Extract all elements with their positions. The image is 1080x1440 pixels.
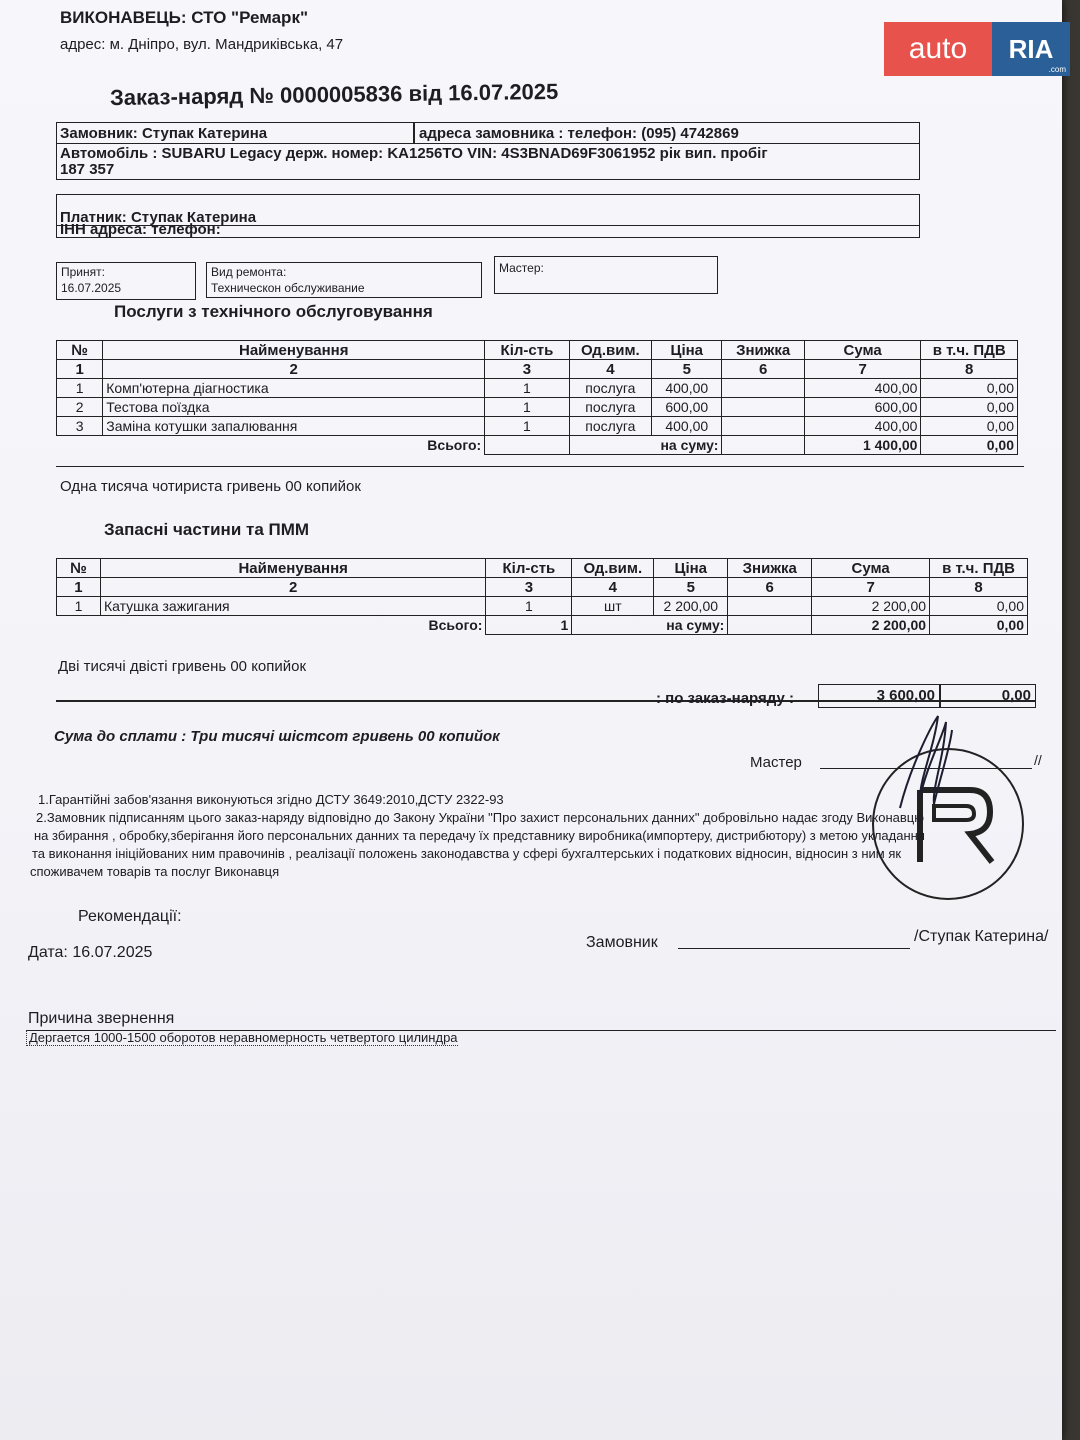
executor-line: ВИКОНАВЕЦЬ: СТО "Ремарк" (60, 8, 309, 27)
services-cell: 400,00 (804, 379, 921, 398)
repair-label: Вид ремонта: (211, 265, 287, 279)
services-cell: 1 (57, 379, 103, 398)
term-line-2: 2.Замовник підписанням цього заказ-наряду відповідно до Закону України "Про захист персональних данних" добровільно надає згоду Виконавцю (36, 810, 924, 825)
parts-cell: 2 200,00 (812, 597, 930, 616)
services-column-header: в т.ч. ПДВ (921, 341, 1018, 360)
services-total-row (57, 436, 1018, 455)
grand-total-vat: 0,00 (1001, 687, 1031, 704)
payer-block (56, 194, 920, 238)
customer-address-phone: адреса замовника : телефон: (095) 4742869 (419, 125, 739, 142)
services-cell: 1 (485, 417, 569, 436)
parts-column-header: Ціна (654, 559, 728, 578)
parts-index-row (57, 578, 1028, 597)
repair-type-box (206, 262, 482, 298)
services-column-index: 5 (652, 360, 722, 379)
services-cell: послуга (569, 417, 651, 436)
services-in-words: Одна тисяча чотириста гривень 00 копийок (60, 478, 361, 495)
customer-name: Замовник: Ступак Катерина (60, 125, 268, 142)
parts-cell (728, 597, 812, 616)
payer-details: ІНН адреса: телефон: (60, 221, 221, 238)
services-column-header: Найменування (103, 341, 485, 360)
parts-column-index: 7 (812, 578, 930, 597)
amount-to-pay: Сума до сплати : Три тисячі шістсот гривень 00 копийок (54, 728, 500, 745)
services-heading: Послуги з технічного обслуговування (114, 302, 433, 321)
services-column-index: 7 (804, 360, 921, 379)
services-column-header: Знижка (722, 341, 804, 360)
services-cell: 400,00 (652, 379, 722, 398)
parts-column-header: Сума (812, 559, 930, 578)
services-index-row (57, 360, 1018, 379)
services-cell (722, 398, 804, 417)
parts-column-header: в т.ч. ПДВ (930, 559, 1028, 578)
table-row (57, 379, 1018, 398)
repair-value: Техническон обслуживание (211, 281, 365, 295)
grand-total-vat-box (940, 684, 1036, 708)
services-column-header: Од.вим. (569, 341, 651, 360)
services-column-index: 2 (103, 360, 485, 379)
services-on-sum-label: на суму: (569, 436, 722, 455)
services-cell: 1 (485, 379, 569, 398)
services-column-index: 3 (485, 360, 569, 379)
master-signature-label: Мастер (750, 754, 802, 771)
grand-total-label: : по заказ-наряду : (656, 690, 794, 707)
parts-cell: Катушка зажигания (100, 597, 485, 616)
customer-mileage: 187 357 (60, 161, 115, 178)
reason-text: Дергается 1000-1500 оборотов неравномерность четвертого цилиндра (26, 1030, 458, 1046)
parts-total-sum: 2 200,00 (812, 616, 930, 635)
table-row (57, 597, 1028, 616)
services-cell (722, 417, 804, 436)
recommendations-label: Рекомендації: (78, 908, 182, 925)
autoria-logo (884, 22, 1070, 76)
term-line-1: 1.Гарантійні забов'язання виконуються згідно ДСТУ 3649:2010,ДСТУ 2322-93 (38, 792, 504, 807)
services-cell: 0,00 (921, 417, 1018, 436)
services-column-index: 1 (57, 360, 103, 379)
services-cell: послуга (569, 379, 651, 398)
parts-cell: 0,00 (930, 597, 1028, 616)
services-cell: 600,00 (804, 398, 921, 417)
customer-car: Автомобіль : SUBARU Legacy держ. номер: KA1256TO VIN: 4S3BNAD69F3061952 рік вип. пробіг (60, 145, 768, 162)
term-line-4: та виконання ініційованих ним правочинів , реалізації положень законодавства у сфері бухгалтерських і податкових відносин, відносин з ним як (32, 846, 902, 861)
services-cell: Заміна котушки запалювання (103, 417, 485, 436)
services-cell: 1 (485, 398, 569, 417)
table-row (57, 417, 1018, 436)
grand-total-sum-box (818, 684, 940, 708)
table-row (57, 398, 1018, 417)
parts-column-header: Кіл-сть (486, 559, 572, 578)
accepted-label: Принят: (61, 265, 105, 279)
grand-total-sum: 3 600,00 (876, 687, 935, 704)
services-column-index: 6 (722, 360, 804, 379)
services-cell: 0,00 (921, 379, 1018, 398)
accepted-box (56, 262, 196, 300)
services-cell: Комп'ютерна діагностика (103, 379, 485, 398)
services-cell: Тестова поїздка (103, 398, 485, 417)
reason-label: Причина звернення (28, 1010, 175, 1027)
parts-column-index: 4 (572, 578, 654, 597)
customer-signature-name: /Ступак Катерина/ (914, 928, 1049, 945)
services-header-row (57, 341, 1018, 360)
signature-scribble-icon (890, 708, 960, 818)
parts-column-header: Знижка (728, 559, 812, 578)
parts-on-sum-label: на суму: (572, 616, 728, 635)
services-cell: 2 (57, 398, 103, 417)
customer-block (56, 122, 920, 180)
parts-table (56, 558, 1028, 635)
parts-column-index: 2 (100, 578, 485, 597)
parts-column-index: 8 (930, 578, 1028, 597)
parts-column-index: 1 (57, 578, 101, 597)
parts-header-row (57, 559, 1028, 578)
parts-column-header: № (57, 559, 101, 578)
services-column-index: 8 (921, 360, 1018, 379)
parts-cell: шт (572, 597, 654, 616)
parts-total-label: Всього: (57, 616, 486, 635)
term-line-3: на збирання , обробку,зберігання його персональних данних та передачу їх представнику виробника(импортеру, дистрибютору) з метою укладання (34, 828, 925, 843)
page-title: Заказ-наряд № 0000005836 від 16.07.2025 (109, 78, 559, 111)
services-column-index: 4 (569, 360, 651, 379)
parts-column-index: 3 (486, 578, 572, 597)
services-total-vat: 0,00 (921, 436, 1018, 455)
services-cell: послуга (569, 398, 651, 417)
parts-cell: 2 200,00 (654, 597, 728, 616)
parts-total-vat: 0,00 (930, 616, 1028, 635)
parts-cell: 1 (486, 597, 572, 616)
parts-column-index: 5 (654, 578, 728, 597)
master-box (494, 256, 718, 294)
services-cell: 3 (57, 417, 103, 436)
document-date: Дата: 16.07.2025 (28, 944, 153, 961)
parts-total-row (57, 616, 1028, 635)
services-total-label: Всього: (57, 436, 485, 455)
services-column-header: № (57, 341, 103, 360)
parts-total-qty: 1 (486, 616, 572, 635)
logo-ria: RIA .com (992, 22, 1070, 76)
logo-auto: auto (884, 22, 992, 76)
services-column-header: Сума (804, 341, 921, 360)
master-signature-end: // (1034, 752, 1042, 768)
parts-cell: 1 (57, 597, 101, 616)
accepted-date: 16.07.2025 (61, 281, 122, 295)
parts-column-index: 6 (728, 578, 812, 597)
parts-heading: Запасні частини та ПММ (104, 520, 310, 539)
services-column-header: Ціна (652, 341, 722, 360)
services-column-header: Кіл-сть (485, 341, 569, 360)
parts-in-words: Дві тисячі двісті гривень 00 копийок (58, 658, 307, 675)
services-cell: 600,00 (652, 398, 722, 417)
parts-column-header: Найменування (100, 559, 485, 578)
services-cell: 400,00 (652, 417, 722, 436)
customer-signature-label: Замовник (586, 934, 658, 951)
services-cell: 0,00 (921, 398, 1018, 417)
master-label: Мастер: (499, 261, 544, 275)
services-total-sum: 1 400,00 (804, 436, 921, 455)
parts-column-header: Од.вим. (572, 559, 654, 578)
executor-address: адрес: м. Дніпро, вул. Мандриківська, 47 (60, 36, 344, 53)
services-cell (722, 379, 804, 398)
services-table (56, 340, 1018, 455)
term-line-5: споживачем товарів та послуг Виконавця (30, 864, 280, 879)
services-cell: 400,00 (804, 417, 921, 436)
payer-name: Платник: Ступак Катерина (60, 209, 257, 226)
